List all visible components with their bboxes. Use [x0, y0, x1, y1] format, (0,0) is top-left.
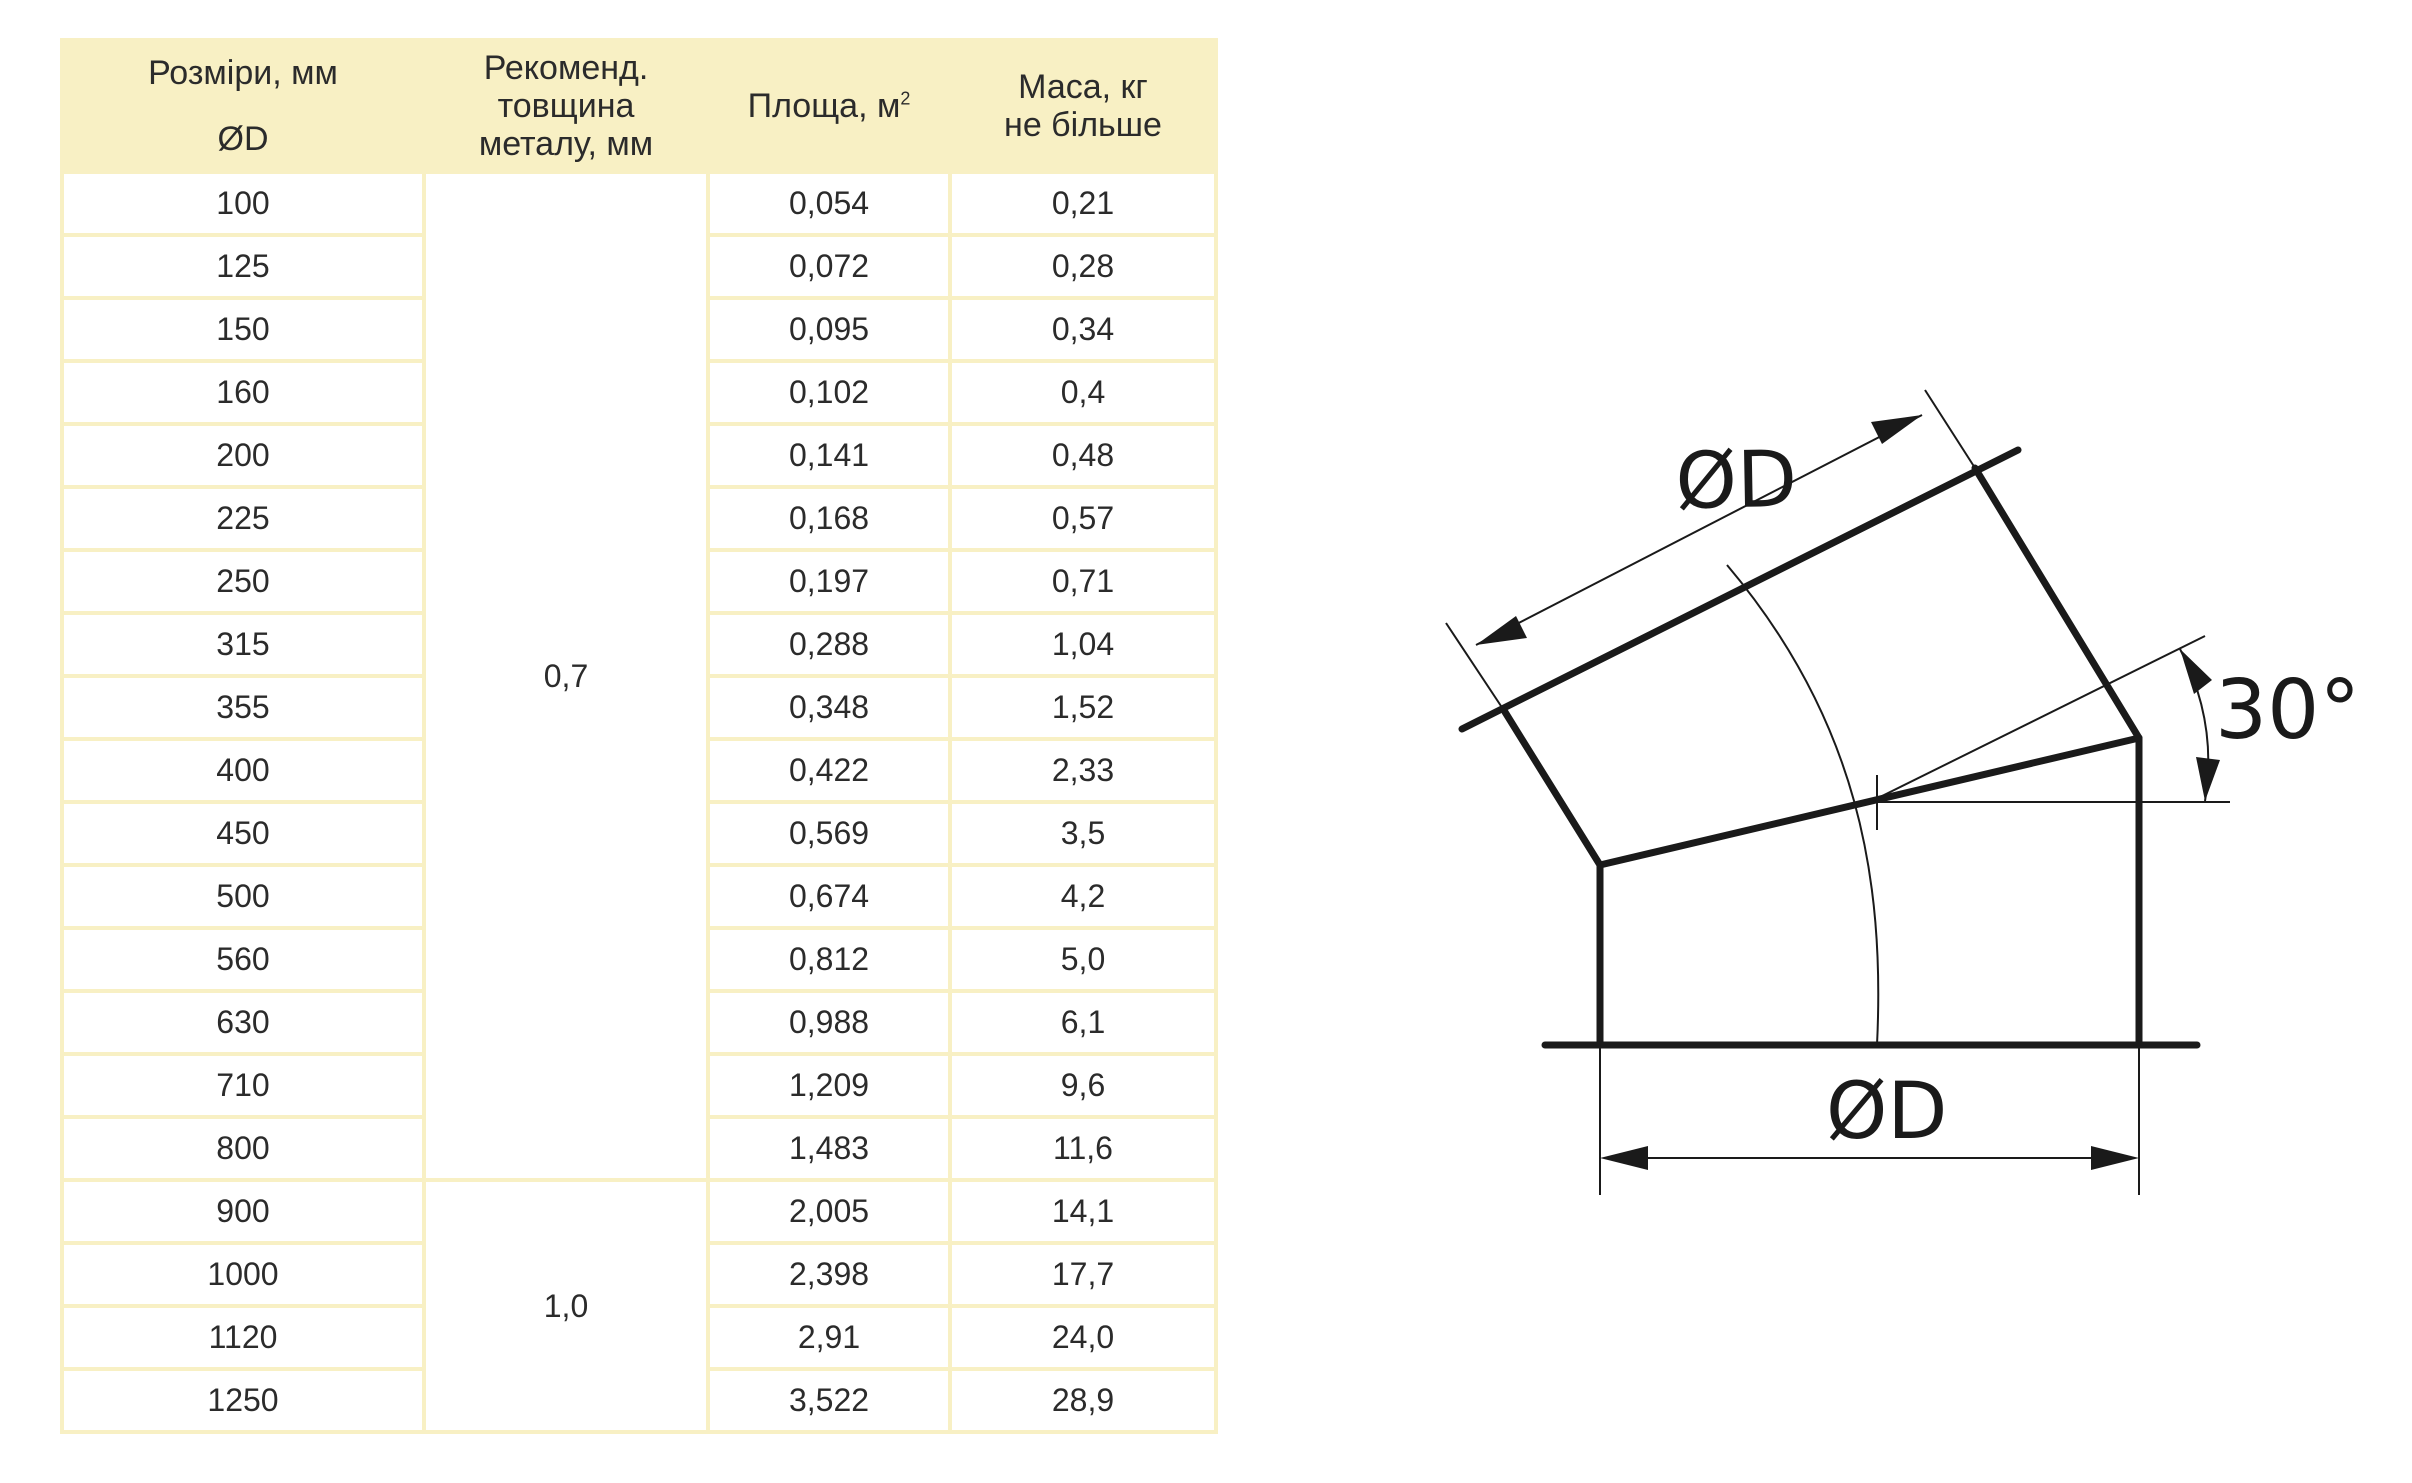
cell-diameter: 250	[64, 552, 422, 611]
arrow-bottom-right	[2091, 1146, 2139, 1170]
upper-left-wall	[1505, 712, 1600, 865]
cell-mass: 28,9	[952, 1371, 1214, 1430]
cell-area: 1,209	[710, 1056, 948, 1115]
cell-area: 2,398	[710, 1245, 948, 1304]
cell-mass: 3,5	[952, 804, 1214, 863]
cell-area: 0,072	[710, 237, 948, 296]
cell-mass: 0,34	[952, 300, 1214, 359]
cell-mass: 0,21	[952, 174, 1214, 233]
arrow-angle-top	[2180, 649, 2212, 694]
cell-mass: 0,71	[952, 552, 1214, 611]
cell-mass: 9,6	[952, 1056, 1214, 1115]
cell-area: 0,812	[710, 930, 948, 989]
cell-area: 0,197	[710, 552, 948, 611]
cell-thickness: 1,0	[426, 1182, 706, 1430]
angle-ref-inclined	[1870, 636, 2205, 802]
cell-area: 0,102	[710, 363, 948, 422]
header-area-sup: 2	[900, 88, 911, 109]
header-thickness-line-2: товщина	[497, 87, 635, 125]
header-diameter: ØD	[64, 108, 422, 170]
cell-diameter: 560	[64, 930, 422, 989]
cell-diameter: 160	[64, 363, 422, 422]
cell-area: 0,095	[710, 300, 948, 359]
arrow-top-right	[1871, 415, 1922, 444]
cell-mass: 17,7	[952, 1245, 1214, 1304]
cell-mass: 24,0	[952, 1308, 1214, 1367]
top-diameter-label: ØD	[1674, 434, 1798, 527]
cell-area: 0,141	[710, 426, 948, 485]
cell-mass: 0,4	[952, 363, 1214, 422]
header-sizes: Розміри, мм	[64, 42, 422, 104]
cell-area: 0,288	[710, 615, 948, 674]
cell-diameter: 450	[64, 804, 422, 863]
cell-area: 0,988	[710, 993, 948, 1052]
cell-area: 0,674	[710, 867, 948, 926]
cell-mass: 14,1	[952, 1182, 1214, 1241]
cell-diameter: 400	[64, 741, 422, 800]
cell-thickness: 0,7	[426, 174, 706, 1178]
cell-mass: 5,0	[952, 930, 1214, 989]
cell-diameter: 225	[64, 489, 422, 548]
cell-diameter: 1250	[64, 1371, 422, 1430]
upper-right-wall	[1975, 468, 2139, 738]
cell-area: 1,483	[710, 1119, 948, 1178]
arrow-bottom-left	[1600, 1146, 1648, 1170]
cell-diameter: 1000	[64, 1245, 422, 1304]
cell-diameter: 150	[64, 300, 422, 359]
cell-diameter: 200	[64, 426, 422, 485]
elbow-outline	[1462, 450, 2197, 1045]
cell-area: 0,168	[710, 489, 948, 548]
cell-diameter: 1120	[64, 1308, 422, 1367]
cell-mass: 2,33	[952, 741, 1214, 800]
cell-mass: 0,28	[952, 237, 1214, 296]
cell-diameter: 125	[64, 237, 422, 296]
cell-diameter: 710	[64, 1056, 422, 1115]
header-mass-line-2: не більше	[1004, 106, 1162, 144]
cell-mass: 0,57	[952, 489, 1214, 548]
header-mass-line-1: Маса, кг	[1018, 68, 1148, 106]
arrowheads	[1476, 415, 2220, 1170]
cell-area: 0,054	[710, 174, 948, 233]
cell-area: 0,348	[710, 678, 948, 737]
cell-area: 3,522	[710, 1371, 948, 1430]
cell-mass: 1,52	[952, 678, 1214, 737]
cell-diameter: 315	[64, 615, 422, 674]
cell-area: 2,005	[710, 1182, 948, 1241]
cell-diameter: 500	[64, 867, 422, 926]
arrow-angle-bottom	[2196, 757, 2220, 801]
cell-diameter: 355	[64, 678, 422, 737]
header-area-label: Площа, м	[747, 87, 901, 125]
angle-label: 30°	[2215, 663, 2361, 758]
header-thickness-line-3: металу, мм	[478, 125, 654, 163]
cell-mass: 11,6	[952, 1119, 1214, 1178]
cell-area: 0,569	[710, 804, 948, 863]
cell-area: 2,91	[710, 1308, 948, 1367]
bottom-diameter-label: ØD	[1826, 1067, 1948, 1157]
cell-diameter: 100	[64, 174, 422, 233]
top-ext-right	[1925, 390, 1975, 468]
arrow-top-left	[1476, 616, 1527, 645]
header-thickness-line-1: Рекоменд.	[483, 49, 649, 87]
cell-diameter: 630	[64, 993, 422, 1052]
cell-area: 0,422	[710, 741, 948, 800]
cell-diameter: 900	[64, 1182, 422, 1241]
center-arc	[1727, 565, 1878, 1045]
cell-mass: 1,04	[952, 615, 1214, 674]
cell-mass: 0,48	[952, 426, 1214, 485]
cell-mass: 4,2	[952, 867, 1214, 926]
cell-diameter: 800	[64, 1119, 422, 1178]
cell-mass: 6,1	[952, 993, 1214, 1052]
